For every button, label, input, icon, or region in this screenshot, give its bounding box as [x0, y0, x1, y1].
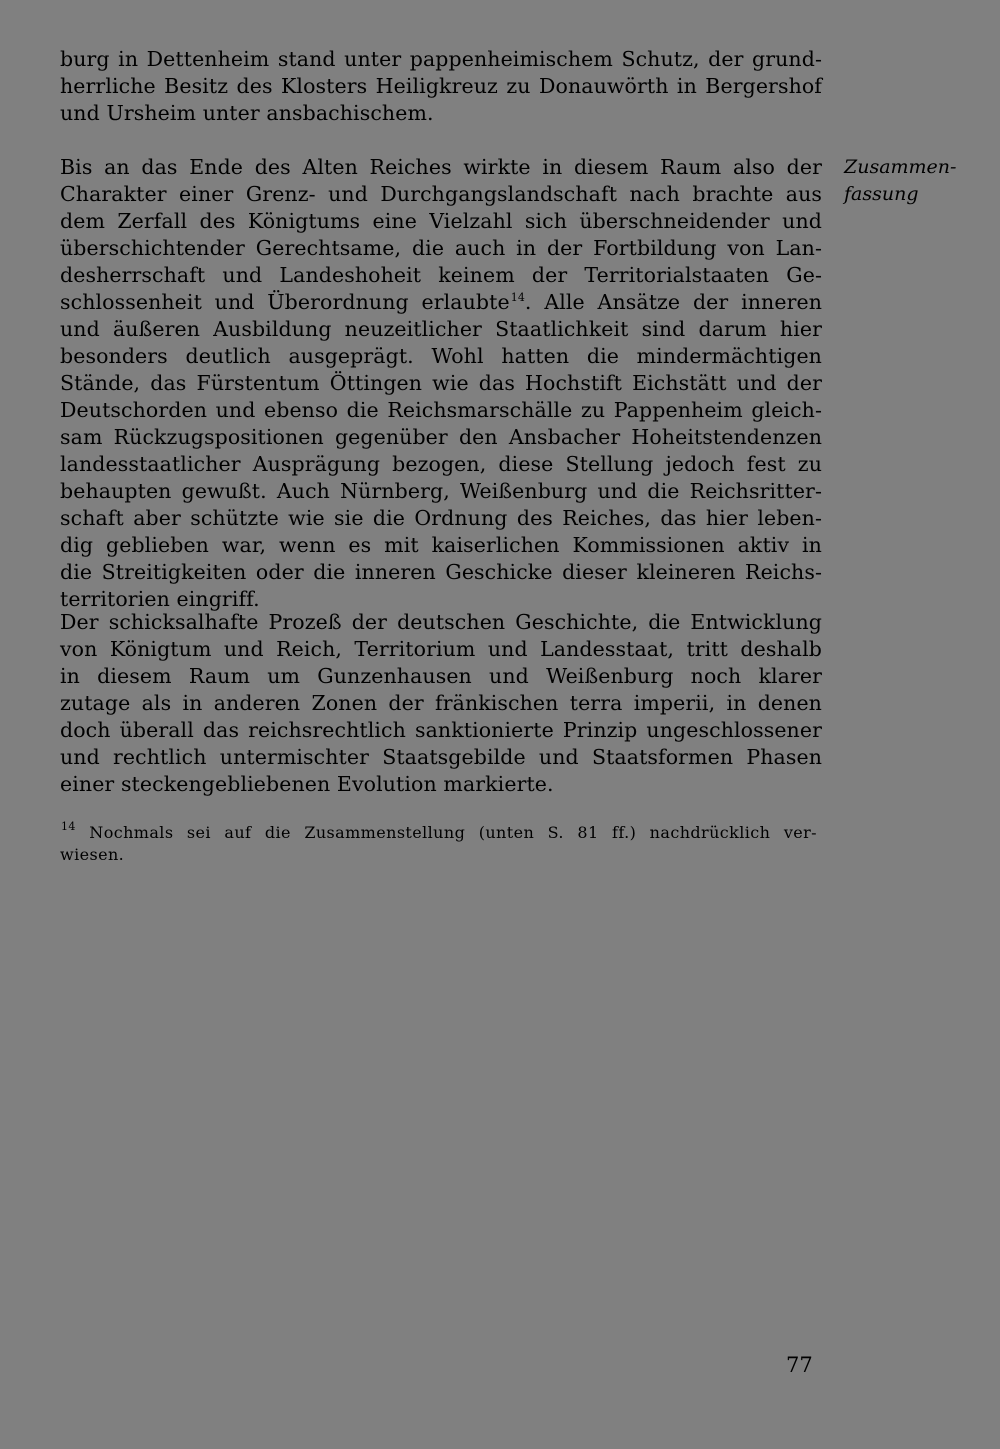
text-line: behaupten gewußt. Auch Nürnberg, Weißenburg und die Reichsritter- [60, 479, 822, 503]
text-line: dem Zerfall des Königtums eine Vielzahl sich überschneidender und [60, 209, 822, 233]
text-line: Charakter einer Grenz- und Durchgangslandschaft nach brachte aus [60, 182, 822, 206]
text-line: in diesem Raum um Gunzenhausen und Weißenburg noch klarer [60, 664, 822, 688]
text-line-with-footnote-ref [60, 289, 822, 316]
footnote-line: wiesen. [60, 845, 125, 864]
footnote-number: 14 [61, 820, 76, 833]
footnote-text: Nochmals sei auf die Zusammenstellung (unten S. 81 ff.) nachdrücklich ver- [89, 823, 817, 842]
margin-note-line: Zusammen- [844, 156, 957, 178]
text-line: dig geblieben war, wenn es mit kaiserlichen Kommissionen aktiv in [60, 533, 822, 557]
text-line: die Streitigkeiten oder die inneren Geschicke dieser kleineren Reichs- [60, 560, 822, 584]
text-line: schaft aber schützte wie sie die Ordnung des Reiches, das hier leben- [60, 506, 822, 530]
text-line: doch überall das reichsrechtlich sanktionierte Prinzip ungeschlossener [60, 718, 822, 742]
text-line: besonders deutlich ausgeprägt. Wohl hatten die mindermächtigen [60, 344, 822, 368]
text-line: burg in Dettenheim stand unter pappenheimischem Schutz, der grund- [60, 47, 822, 71]
text-line: herrliche Besitz des Klosters Heiligkreuz zu Donauwörth in Bergershof [60, 74, 822, 98]
text-line: Der schicksalhafte Prozeß der deutschen Geschichte, die Entwicklung [60, 610, 822, 634]
paragraph-3 [60, 609, 822, 798]
footnote [60, 822, 817, 866]
text-line: einer steckengebliebenen Evolution markierte. [60, 772, 554, 796]
text-line: sam Rückzugspositionen gegenüber den Ansbacher Hoheitstendenzen [60, 425, 822, 449]
text-fragment: schlossenheit und Überordnung erlaubte [60, 290, 510, 314]
text-line: Bis an das Ende des Alten Reiches wirkte in diesem Raum also der [60, 155, 822, 179]
text-line: Stände, das Fürstentum Öttingen wie das Hochstift Eichstätt und der [60, 371, 822, 395]
text-fragment: . Alle Ansätze der inneren [524, 290, 823, 314]
text-line: überschichtender Gerechtsame, die auch in der Fortbildung von Lan- [60, 236, 822, 260]
margin-note [844, 154, 984, 208]
text-line: und äußeren Ausbildung neuzeitlicher Staatlichkeit sind darum hier [60, 317, 822, 341]
footnote-line [60, 822, 817, 844]
text-line: landesstaatlicher Ausprägung bezogen, diese Stellung jedoch fest zu [60, 452, 822, 476]
text-line: zutage als in anderen Zonen der fränkischen terra imperii, in denen [60, 691, 822, 715]
text-line: Deutschorden und ebenso die Reichsmarschälle zu Pappenheim gleich- [60, 398, 822, 422]
footnote-reference[interactable]: 14 [510, 291, 525, 304]
text-line: desherrschaft und Landeshoheit keinem der Territorialstaaten Ge- [60, 263, 822, 287]
text-line: territorien eingriff. [60, 587, 260, 611]
paragraph-2 [60, 154, 822, 613]
paragraph-1 [60, 46, 822, 127]
page-number: 77 [786, 1353, 813, 1377]
text-line: von Königtum und Reich, Territorium und Landesstaat, tritt deshalb [60, 637, 822, 661]
text-line: und Ursheim unter ansbachischem. [60, 101, 434, 125]
text-line: und rechtlich untermischter Staatsgebilde und Staatsformen Phasen [60, 745, 822, 769]
margin-note-line: fassung [844, 183, 919, 205]
